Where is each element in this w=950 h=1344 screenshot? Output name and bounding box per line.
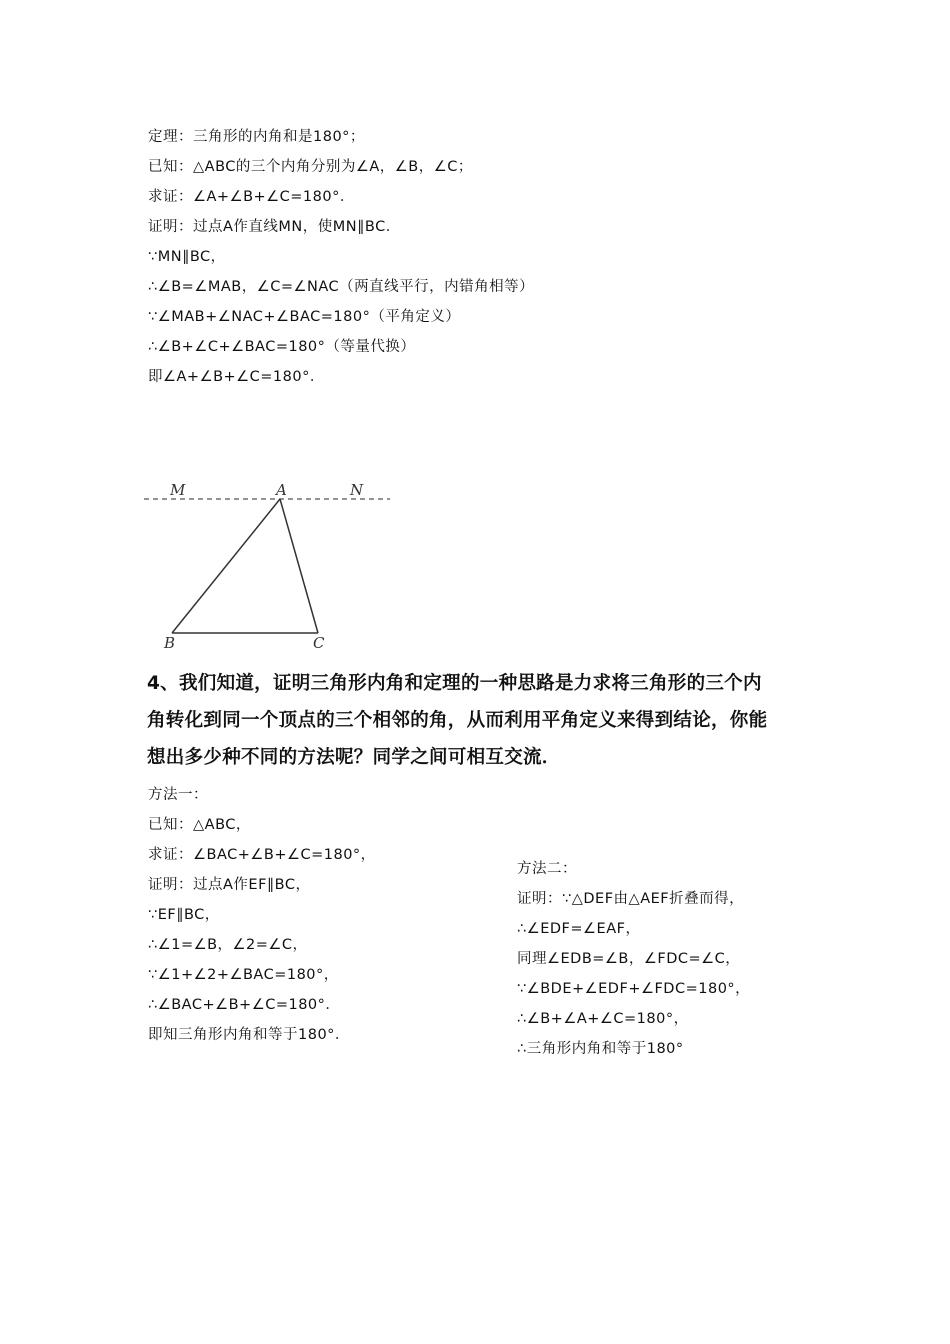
label-m: M [170, 481, 186, 499]
method-one-step: ∴∠1=∠B，∠2=∠C， [148, 937, 308, 953]
method-one-step: ∴∠BAC+∠B+∠C=180°． [148, 997, 341, 1013]
method-two-title: 方法二： [517, 861, 577, 877]
method-two-step: ∴∠B+∠A+∠C=180°， [517, 1011, 689, 1027]
proof-step: ∵∠MAB+∠NAC+∠BAC=180°（平角定义） [148, 309, 461, 325]
method-two-step: 同理∠EDB=∠B，∠FDC=∠C， [517, 951, 741, 967]
proof-line: 证明：过点A作直线MN，使MN∥BC． [148, 219, 401, 235]
question-line: 4、我们知道，证明三角形内角和定理的一种思路是力求将三角形的三个内 [147, 673, 762, 694]
method-one-conclusion: 即知三角形内角和等于180°． [148, 1027, 350, 1043]
method-one-title: 方法一： [148, 787, 208, 803]
label-b: B [164, 634, 176, 652]
question-line: 角转化到同一个顶点的三个相邻的角，从而利用平角定义来得到结论，你能 [147, 710, 768, 731]
method-one-step: 求证：∠BAC+∠B+∠C=180°， [148, 847, 376, 863]
side-ac [280, 499, 318, 633]
label-c: C [313, 634, 325, 652]
method-one-step: 证明：过点A作EF∥BC， [148, 877, 311, 893]
to-prove-line: 求证：∠A+∠B+∠C=180°． [148, 189, 355, 205]
triangle-figure [140, 478, 400, 653]
question-line: 想出多少种不同的方法呢？同学之间可相互交流． [147, 747, 561, 768]
theorem-line: 定理：三角形的内角和是180°； [148, 129, 365, 145]
proof-step: ∴∠B+∠C+∠BAC=180°（等量代换） [148, 339, 416, 355]
proof-step: ∴∠B=∠MAB，∠C=∠NAC（两直线平行，内错角相等） [148, 279, 535, 295]
method-one-step: ∵∠1+∠2+∠BAC=180°， [148, 967, 339, 983]
method-two-conclusion: ∴三角形内角和等于180° [517, 1041, 684, 1057]
method-one-step: ∵EF∥BC， [148, 907, 220, 923]
label-n: N [350, 481, 364, 499]
proof-conclusion: 即∠A+∠B+∠C=180°． [148, 369, 325, 385]
label-a: A [276, 481, 287, 499]
method-two-step: 证明：∵△DEF由△AEF折叠而得， [517, 891, 745, 907]
given-line: 已知：△ABC的三个内角分别为∠A，∠B，∠C； [148, 159, 473, 175]
method-two-step: ∵∠BDE+∠EDF+∠FDC=180°， [517, 981, 751, 997]
proof-step: ∵MN∥BC， [148, 249, 226, 265]
side-ab [172, 499, 280, 633]
method-two-step: ∴∠EDF=∠EAF， [517, 921, 641, 937]
method-one-step: 已知：△ABC， [148, 817, 251, 833]
